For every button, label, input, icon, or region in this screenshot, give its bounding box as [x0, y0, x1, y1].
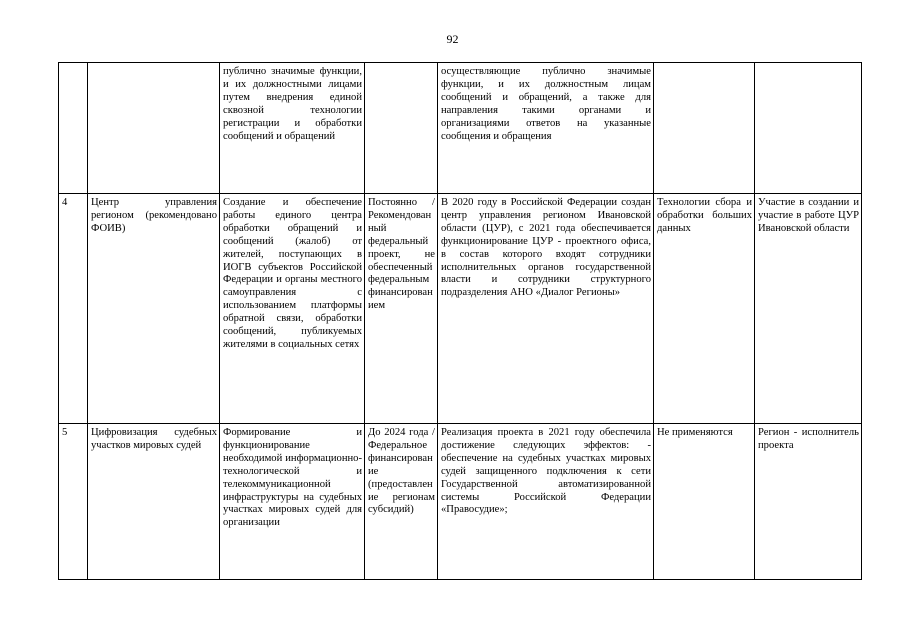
technology-cell — [654, 63, 755, 194]
measures-table — [58, 62, 862, 580]
result-cell: В 2020 году в Российской Федерации создан центр управления регионом Ивановской области (ЦУР), с 2021 года обеспечивается функционирование ЦУР - проектного офиса, в состав которого входят сотрудники исполнительных органов государственной власти и сотрудники структурного подразделения АНО «Диалог Регионы» — [438, 194, 654, 424]
technology-cell: Не применяются — [654, 424, 755, 580]
role-cell — [755, 63, 862, 194]
role-cell: Регион - исполнитель проекта — [755, 424, 862, 580]
row-number-cell: 5 — [59, 424, 88, 580]
term-cell: До 2024 года / Федеральное финансирование (предоставление регионам субсидий) — [365, 424, 438, 580]
technology-cell: Технологии сбора и обработки больших данных — [654, 194, 755, 424]
project-name-cell: Цифровизация судебных участков мировых судей — [88, 424, 220, 580]
activity-cell: публично значимые функции, и их должностными лицами путем внедрения единой сквозной технологии регистрации и обработки сообщений и обращений — [220, 63, 365, 194]
page-number: 92 — [446, 32, 459, 46]
row-number-cell: 4 — [59, 194, 88, 424]
result-cell: осуществляющие публично значимые функции, и их должностным лицам сообщений и обращений, а также для направления такими органами и организациями ответов на указанные сообщения и обращения — [438, 63, 654, 194]
row-number-cell — [59, 63, 88, 194]
result-cell: Реализация проекта в 2021 году обеспечила достижение следующих эффектов: - обеспечение на судебных участках мировых судей защищенного подключения к сети Государственной автоматизированной системы Российской Федерации «Правосудие»; — [438, 424, 654, 580]
project-name-cell — [88, 63, 220, 194]
term-cell: Постоянно / Рекомендованный федеральный проект, не обеспеченный федеральным финансированием — [365, 194, 438, 424]
table-row — [59, 63, 862, 194]
term-cell — [365, 63, 438, 194]
table-row — [59, 194, 862, 424]
table-row — [59, 424, 862, 580]
role-cell: Участие в создании и участие в работе ЦУР Ивановской области — [755, 194, 862, 424]
project-name-cell: Центр управления регионом (рекомендовано ФОИВ) — [88, 194, 220, 424]
activity-cell: Создание и обеспечение работы единого центра обработки обращений и сообщений (жалоб) от жителей, поступающих в ИОГВ субъектов Российской Федерации и органы местного самоуправления с использованием платформы обратной связи, обработки сообщений, публикуемых жителями в социальных сетях — [220, 194, 365, 424]
activity-cell: Формирование и функционирование необходимой информационно-технологической и телекоммуникационной инфраструктуры на судебных участках мировых судей для организации — [220, 424, 365, 580]
